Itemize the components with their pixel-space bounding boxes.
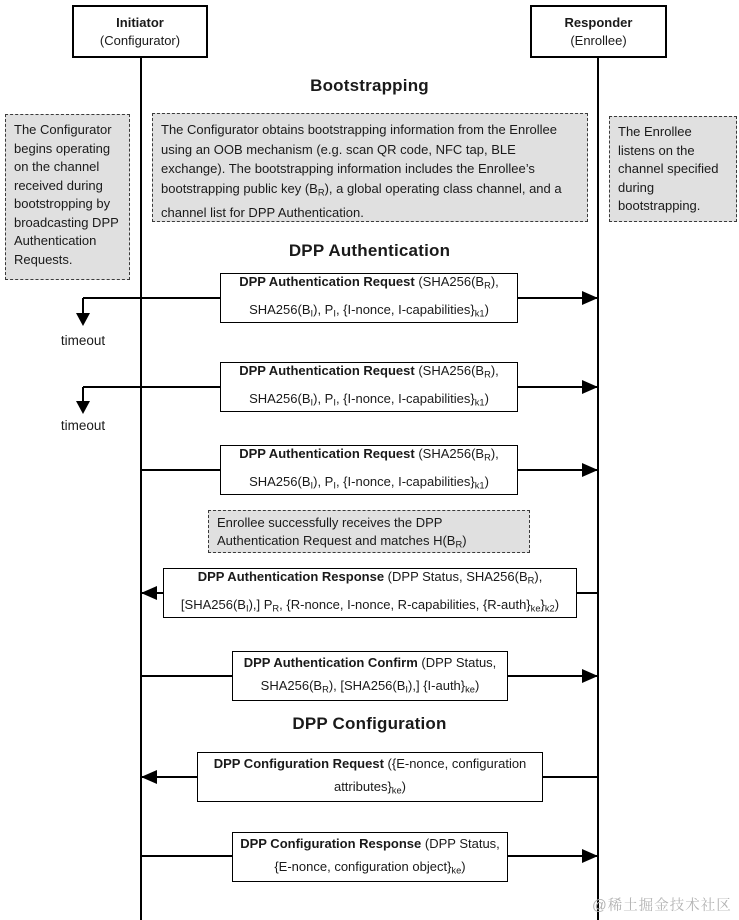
message-box — [220, 273, 518, 323]
message-text-line: DPP Authentication Request ($SHA256(B_R)$, — [239, 274, 499, 291]
watermark: @稀土掘金技术社区 — [592, 898, 732, 914]
timeout-elbow-line — [83, 386, 141, 388]
actor-title: Initiator — [116, 14, 164, 30]
arrowhead-right-icon — [582, 849, 598, 863]
message-box — [232, 651, 508, 701]
note-text-line: Authentication Request and matches $H(B_R)$ — [217, 533, 467, 550]
message-text-line: DPP Authentication Confirm (DPP Status, — [243, 654, 497, 670]
arrowhead-right-icon — [582, 669, 598, 683]
message-box — [163, 568, 577, 618]
timeout-label: timeout — [60, 418, 106, 433]
message-text-line: DPP Authentication Request ($SHA256(B_R)$, — [239, 363, 499, 380]
note-enrollee-receives — [208, 510, 530, 553]
message-text-line: $attributes\}_{ke}$) — [333, 778, 407, 796]
lifeline-responder — [597, 58, 599, 920]
note-enrollee-listens: The Enrollee listens on the channel specified during bootstrapping. — [609, 116, 737, 222]
message-box — [197, 752, 543, 802]
arrowhead-right-icon — [582, 463, 598, 477]
message-text-line: DPP Authentication Request ($SHA256(B_R)$, — [239, 446, 499, 463]
note-bootstrapping-info: The Configurator obtains bootstrapping information from the Enrollee using an OOB mechanism (e.g. scan QR code, NFC tap, BLE exchange). The bootstrapping information includes the Enrollee’s bootstrapping public key $(B_R)$, a global operating class channel, and a channel list for DPP Authentication. — [152, 113, 588, 222]
message-text-line: $SHA256(B_R)$, $[SHA256(B_I),]$ $\{I-auth\}_{ke}$) — [260, 677, 480, 695]
timeout-label: timeout — [60, 333, 106, 348]
message-text-line: DPP Authentication Response (DPP Status, $SHA256(B_R)$, — [197, 569, 543, 586]
arrowhead-right-icon — [582, 380, 598, 394]
timeout-elbow-line — [83, 297, 141, 299]
arrowhead-left-icon — [141, 770, 157, 784]
message-box — [232, 832, 508, 882]
actor-title: Responder — [564, 14, 633, 30]
lifeline-initiator — [140, 58, 142, 920]
actor-box-responder — [530, 5, 667, 58]
arrowhead-down-icon — [76, 313, 90, 326]
message-text-line: $SHA256(B_I)$, $P_I$, {I-nonce, $I-capabilities\}_{k1}$) — [249, 391, 489, 408]
message-text-line: $[SHA256(B_I),]$ $P_R$, {R-nonce, I-nonce, R-capabilities, $\{R-auth\}_{ke}\}_{k2}$) — [180, 597, 560, 614]
message-text-line: DPP Configuration Response (DPP Status, — [240, 835, 500, 851]
note-text-line: Enrollee successfully receives the DPP — [217, 515, 443, 530]
message-box — [220, 362, 518, 412]
note-configurator-begins: The Configurator begins operating on the channel received during bootstropping by broadcasting DPP Authentication Requests. — [5, 114, 130, 280]
message-text-line: {E-nonce, configuration $object\}_{ke}$) — [274, 858, 466, 876]
section-heading-dpp-configuration: DPP Configuration — [292, 714, 447, 733]
actor-subtitle: (Configurator) — [99, 32, 181, 48]
message-box — [220, 445, 518, 495]
section-heading-dpp-authentication: DPP Authentication — [288, 241, 451, 260]
timeout-elbow-line — [82, 387, 84, 402]
message-text-line: $SHA256(B_I)$, $P_I$, {I-nonce, $I-capabilities\}_{k1}$) — [249, 474, 489, 491]
arrowhead-down-icon — [76, 401, 90, 414]
message-text-line: DPP Configuration Request ({E-nonce, configuration — [213, 755, 527, 771]
actor-box-initiator — [72, 5, 208, 58]
section-heading-bootstrapping: Bootstrapping — [310, 76, 429, 95]
timeout-elbow-line — [82, 298, 84, 314]
arrowhead-right-icon — [582, 291, 598, 305]
actor-subtitle: (Enrollee) — [570, 32, 627, 48]
message-text-line: $SHA256(B_I)$, $P_I$, {I-nonce, $I-capabilities\}_{k1}$) — [249, 302, 489, 319]
arrowhead-left-icon — [141, 586, 157, 600]
